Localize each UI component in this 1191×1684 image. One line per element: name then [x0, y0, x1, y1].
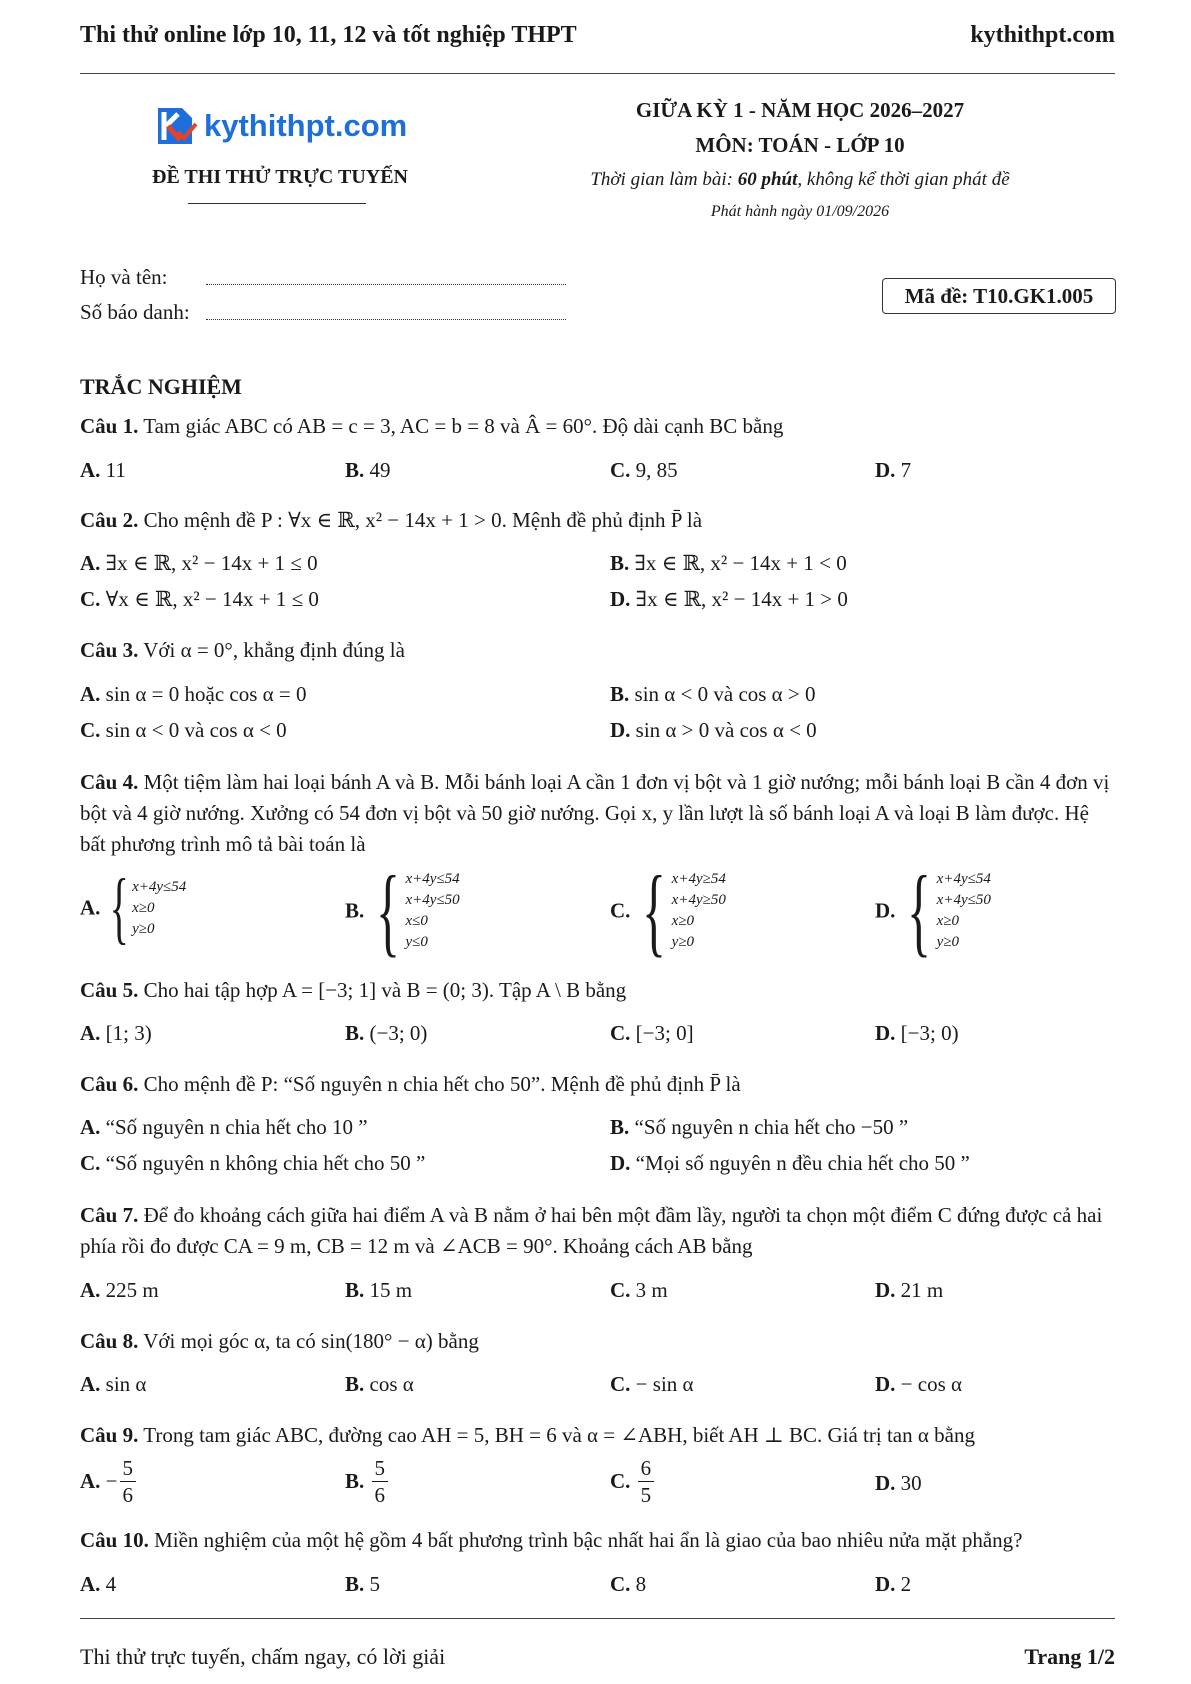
- q2-option-d[interactable]: D. ∃x ∈ ℝ, x² − 14x + 1 > 0: [610, 587, 848, 611]
- q3-option-a[interactable]: A. sin α = 0 hoặc cos α = 0: [80, 682, 307, 706]
- q3-option-b[interactable]: B. sin α < 0 và cos α > 0: [610, 682, 816, 706]
- q9-option-d[interactable]: D. 30: [875, 1471, 922, 1495]
- q7-option-a[interactable]: A. 225 m: [80, 1278, 159, 1302]
- q6-option-c[interactable]: C. “Số nguyên n không chia hết cho 50 ”: [80, 1151, 426, 1175]
- q4-system-b: x+4y≤54 x+4y≤50 x≤0 y≤0: [405, 871, 460, 950]
- page-number: Trang 1/2: [1024, 1644, 1115, 1669]
- q4-option-a[interactable]: A. { x+4y≤54 x≥0 y≥0: [80, 864, 187, 952]
- q9-option-b[interactable]: B. $\frac{5}{6}$: [345, 1455, 390, 1508]
- student-id-label: Số báo danh:: [80, 300, 190, 324]
- question-4: Câu 4. Một tiệm làm hai loại bánh A và B. Mỗi bánh loại A cần 1 đơn vị bột và 1 giờ nướng; mỗi bánh loại B cần 4 đơn vị bột và 4 giờ nướng. Xưởng có 54 đơn vị bột và 50 giờ nướng. Gọi x, y lần lượt là số bánh loại A và loại B làm được. Hệ bất phương trình mô tả bài toán là: [80, 770, 1110, 856]
- question-7: Câu 7. Để đo khoảng cách giữa hai điểm A và B nằm ở hai bên một đầm lầy, người ta chọn một điểm C đứng được cả hai phía rồi đo được CA = 9 m, CB = 12 m và ∠ACB = 90°. Khoảng cách AB bằng: [80, 1203, 1103, 1258]
- q5-option-b[interactable]: B. (−3; 0): [345, 1021, 428, 1045]
- footer-rule: [80, 1618, 1115, 1619]
- question-2: Câu 2. Cho mệnh đề P : ∀x ∈ ℝ, x² − 14x + 1 > 0. Mệnh đề phủ định P̄ là: [80, 508, 703, 532]
- q7-option-d[interactable]: D. 21 m: [875, 1278, 944, 1302]
- question-8: Câu 8. Với mọi góc α, ta có sin(180° − α) bằng: [80, 1329, 479, 1353]
- q1-option-a[interactable]: A. 11: [80, 458, 126, 482]
- q1-option-d[interactable]: D. 7: [875, 458, 912, 482]
- header-site-title: Thi thử online lớp 10, 11, 12 và tốt nghiệp THPT: [80, 22, 577, 48]
- name-label: Họ và tên:: [80, 265, 168, 289]
- q2-option-c[interactable]: C. ∀x ∈ ℝ, x² − 14x + 1 ≤ 0: [80, 587, 319, 611]
- name-field[interactable]: [206, 270, 566, 285]
- q8-option-a[interactable]: A. sin α: [80, 1372, 147, 1396]
- q9-option-c[interactable]: C. $\frac{6}{5}$: [610, 1455, 656, 1508]
- logo-wordmark: kythithpt.com: [204, 108, 408, 143]
- q10-option-d[interactable]: D. 2: [875, 1572, 912, 1596]
- q3-option-d[interactable]: D. sin α > 0 và cos α < 0: [610, 718, 817, 742]
- q1-option-b[interactable]: B. 49: [345, 458, 391, 482]
- q5-option-a[interactable]: A. [1; 3): [80, 1021, 152, 1045]
- q7-option-b[interactable]: B. 15 m: [345, 1278, 413, 1302]
- brand-logo: [152, 102, 407, 150]
- q2-option-a[interactable]: A. ∃x ∈ ℝ, x² − 14x + 1 ≤ 0: [80, 551, 318, 575]
- exam-code-box: Mã đề: T10.GK1.005: [882, 278, 1116, 314]
- q9-fraction-a: $\frac{5}{6}$: [120, 1455, 137, 1508]
- question-6: Câu 6. Cho mệnh đề P: “Số nguyên n chia hết cho 50”. Mệnh đề phủ định P̄ là: [80, 1072, 741, 1096]
- header-site-url[interactable]: kythithpt.com: [970, 22, 1115, 48]
- q10-option-b[interactable]: B. 5: [345, 1572, 381, 1596]
- exam-issued-date: Phát hành ngày 01/09/2026: [710, 203, 890, 220]
- q4-system-a: x+4y≤54 x≥0 y≥0: [132, 878, 187, 937]
- exam-time: Thời gian làm bài: 60 phút, không kể thời gian phát đề: [590, 169, 1010, 190]
- logo-icon: [152, 102, 200, 150]
- q5-option-d[interactable]: D. [−3; 0): [875, 1021, 959, 1045]
- student-id-field[interactable]: [206, 305, 566, 320]
- question-5: Câu 5. Cho hai tập hợp A = [−3; 1] và B = (0; 3). Tập A \ B bằng: [80, 978, 627, 1002]
- section-title: TRẮC NGHIỆM: [80, 374, 242, 399]
- exam-title: GIỮA KỲ 1 - NĂM HỌC 2026–2027: [635, 98, 965, 122]
- q8-option-d[interactable]: D. − cos α: [875, 1372, 963, 1396]
- footer-tagline: Thi thử trực tuyến, chấm ngay, có lời giải: [80, 1644, 446, 1669]
- q4-system-d: x+4y≤54 x+4y≤50 x≥0 y≥0: [936, 871, 991, 950]
- q10-option-c[interactable]: C. 8: [610, 1572, 647, 1596]
- q8-option-b[interactable]: B. cos α: [345, 1372, 414, 1396]
- question-3: Câu 3. Với α = 0°, khẳng định đúng là: [80, 638, 405, 662]
- q10-option-a[interactable]: A. 4: [80, 1572, 117, 1596]
- q8-option-c[interactable]: C. − sin α: [610, 1372, 694, 1396]
- q7-option-c[interactable]: C. 3 m: [610, 1278, 668, 1302]
- question-10: Câu 10. Miền nghiệm của một hệ gồm 4 bất phương trình bậc nhất hai ẩn là giao của bao nhiêu nửa mặt phẳng?: [80, 1528, 1023, 1552]
- q1-option-c[interactable]: C. 9, 85: [610, 458, 678, 482]
- q4-option-d[interactable]: D. { x+4y≤54 x+4y≤50 x≥0 y≥0: [875, 855, 991, 966]
- q2-option-b[interactable]: B. ∃x ∈ ℝ, x² − 14x + 1 < 0: [610, 551, 847, 575]
- q5-option-c[interactable]: C. [−3; 0]: [610, 1021, 694, 1045]
- exam-subject: MÔN: TOÁN - LỚP 10: [695, 133, 905, 157]
- q9-fraction-b: $\frac{5}{6}$: [372, 1455, 389, 1508]
- brand-subtitle: ĐỀ THI THỬ TRỰC TUYẾN: [152, 166, 408, 188]
- q6-option-b[interactable]: B. “Số nguyên n chia hết cho −50 ”: [610, 1115, 909, 1139]
- q3-option-c[interactable]: C. sin α < 0 và cos α < 0: [80, 718, 287, 742]
- q4-option-b[interactable]: B. { x+4y≤54 x+4y≤50 x≤0 y≤0: [345, 855, 460, 966]
- q9-option-a[interactable]: A. − $\frac{5}{6}$: [80, 1455, 138, 1508]
- q6-option-a[interactable]: A. “Số nguyên n chia hết cho 10 ”: [80, 1115, 368, 1139]
- q4-system-c: x+4y≥54 x+4y≥50 x≥0 y≥0: [671, 871, 726, 950]
- q6-option-d[interactable]: D. “Mọi số nguyên n đều chia hết cho 50 ”: [610, 1151, 970, 1175]
- q4-option-c[interactable]: C. { x+4y≥54 x+4y≥50 x≥0 y≥0: [610, 855, 726, 966]
- brand-underline: [188, 203, 366, 204]
- header-rule: [80, 73, 1115, 74]
- question-1: Câu 1. Tam giác ABC có AB = c = 3, AC = b = 8 và Â = 60°. Độ dài cạnh BC bằng: [80, 414, 784, 438]
- question-9: Câu 9. Trong tam giác ABC, đường cao AH = 5, BH = 6 và α = ∠ABH, biết AH ⊥ BC. Giá trị tan α bằng: [80, 1423, 975, 1447]
- q9-fraction-c: $\frac{6}{5}$: [638, 1455, 655, 1508]
